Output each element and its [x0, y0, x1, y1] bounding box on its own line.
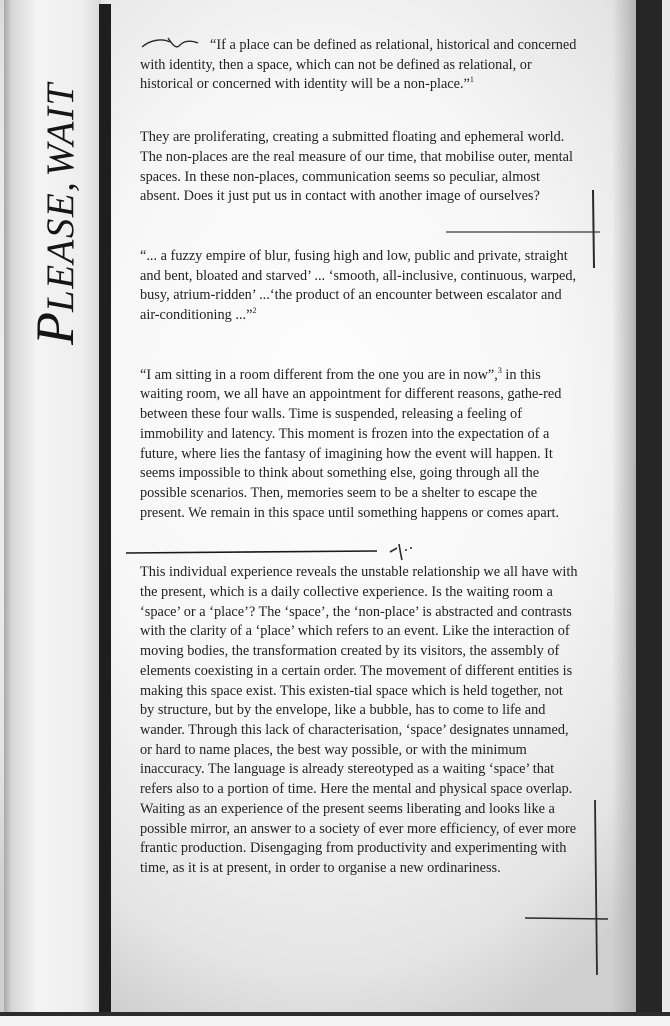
paragraph-4-text-a: “I am sitting in a room different from the one you are in now”,: [140, 366, 498, 383]
page-edge: [662, 0, 670, 1026]
paragraph-4: [140, 366, 580, 524]
paragraph-3-text: “... a fuzzy empire of blur, fusing high and low, public and private, straight and bent, bloated and starved’ ... ‘smooth, all-inclusive, continuous, warped, busy, atrium-ridden’ ...‘the product of an encounter between escalator and air-conditioning ...”: [140, 247, 577, 324]
right-tick-upper: [593, 190, 594, 268]
left-rule: [99, 4, 111, 1016]
paragraph-1-text: “If a place can be defined as relational, historical and concerned with identity, then a space, which can not be defined as relational, or historical or concerned with identity will be a non-place.”: [140, 37, 577, 93]
title-word-please: LEASE,: [39, 180, 82, 312]
paragraph-4-text-b: in this waiting room, we all have an appointment for different reasons, gathe-red between these four walls. Time is suspended, releasing a feeling of immobility and latency. This moment is frozen into the expectation of a future, where lies the fantasy of imagining how the event will happen. It seems impossible to think about something else, going through all the possible scenarios. Then, memories seem to be a shelter to escape the present. We remain in this space until something happens or comes apart.: [140, 366, 562, 521]
right-tick-lower: [595, 800, 597, 975]
rule-lower: [525, 918, 608, 919]
paragraph-5-text: This individual experience reveals the unstable relationship we all have with the present, which is a daily collective experience. Is the waiting room a ‘space’ or a ‘place’? The ‘space’, the ‘non-place’ is abstracted and contrasts with the clarity of a ‘place’ which refers to an event. Like the interaction of moving bodies, the transformation created by its visitors, the assembly of elements coexisting in a certain order. The movement of different entities is making this space exist. This existen-tial space which is held together, not by structure, but by the envelope, like a bubble, has to come to life and wander. Through this lack of characterisation, ‘space’ designates unnamed, or hard to name places, the best way possible, or with the minimum inaccuracy. The language is already stereotyped as a waiting ‘space’ that refers also to a portion of time. Here the mental and physical space overlap. Waiting as an experience of the present seems liberating and looks like a possible mirror, an answer to a society of ever more efficiency, of ever more frantic production. Disengaging from productivity and experimenting with time, as it is at present, in order to organise a new ordinariness.: [140, 564, 578, 876]
text-column: [140, 36, 580, 879]
title-initial: P: [25, 312, 85, 345]
bottom-border: [0, 1012, 670, 1026]
footnote-ref-2: 2: [252, 306, 257, 316]
right-border: [636, 0, 662, 1026]
footnote-ref-3: 3: [497, 365, 502, 375]
paragraph-2: [140, 128, 580, 207]
paragraph-3: [140, 247, 580, 326]
footnote-ref-1: 1: [469, 75, 474, 85]
vertical-title: [25, 82, 85, 345]
paragraph-1: [140, 36, 580, 95]
title-word-wait: WAIT: [39, 82, 82, 177]
paragraph-5: [140, 563, 580, 878]
paragraph-2-text: They are proliferating, creating a submitted floating and ephemeral world. The non-places are the real measure of our time, that mobilise outer, mental spaces. In these non-places, communication seems so peculiar, almost absent. Does it just put us in contact with another image of ourselves?: [140, 129, 573, 205]
